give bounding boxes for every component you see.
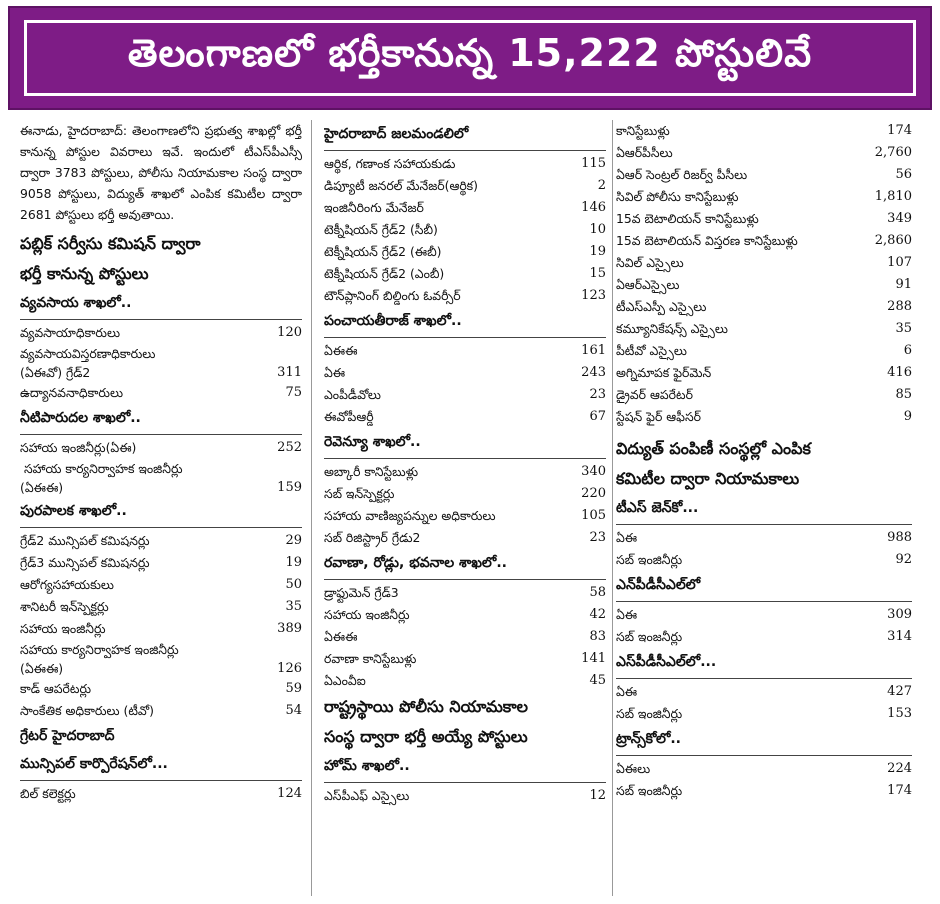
section-underline [324, 579, 606, 580]
post-label: సాంకేతిక అధికారులు (టీవో) [20, 703, 155, 718]
post-row [20, 459, 302, 497]
post-label: 15వ బెటాలియన్ కానిస్టేబుళ్లు [616, 211, 759, 226]
post-row [324, 604, 606, 626]
post-row [616, 296, 912, 318]
post-count: 15 [589, 266, 606, 281]
post-row [616, 780, 912, 802]
post-row [20, 322, 302, 344]
post-label: కానిస్టేబుళ్లు [616, 123, 670, 138]
post-count: 115 [581, 156, 606, 171]
psc-heading-line2: భర్తీ కానున్న పోస్టులు [20, 264, 149, 283]
section-underline [616, 755, 912, 756]
post-count: 220 [581, 486, 606, 501]
post-count: 161 [581, 343, 606, 358]
post-count: 224 [887, 761, 912, 776]
post-row [616, 703, 912, 725]
post-label: సబ్ ఇంజనీర్లు [616, 629, 683, 644]
post-count: 159 [277, 480, 302, 495]
post-count: 153 [887, 706, 912, 721]
section-title: ఎస్‌పీడీసీఎల్‌లో... [616, 654, 717, 670]
post-count: 2,860 [874, 233, 912, 248]
post-count: 349 [887, 211, 912, 226]
post-count: 85 [895, 387, 912, 402]
post-row [324, 153, 606, 175]
section-underline [20, 434, 302, 435]
post-count: 1,810 [874, 189, 912, 204]
post-count: 988 [887, 530, 912, 545]
section-title: పంచాయతీరాజ్ శాఖలో.. [324, 313, 462, 329]
post-label: టెక్నీషియన్ గ్రేడ్2 (ఎంబీ) [324, 266, 445, 281]
post-row [324, 785, 606, 807]
post-row [324, 362, 606, 384]
post-label: టెక్నీషియన్ గ్రేడ్2 (ఈబీ) [324, 244, 442, 259]
headline-title: తెలంగాణలో భర్తీకానున్న 15,222 పోస్టులివే [127, 31, 813, 75]
post-count: 288 [887, 299, 912, 314]
post-count: 311 [277, 365, 302, 380]
post-count: 19 [285, 555, 302, 570]
section-title: టీఎస్ జెన్‌కో... [616, 500, 699, 516]
post-count: 12 [589, 788, 606, 803]
post-row [324, 527, 606, 549]
post-row [616, 142, 912, 164]
post-count: 67 [589, 409, 606, 424]
post-label: సబ్ ఇన్‌స్పెక్టర్లు [324, 486, 395, 501]
post-row [20, 783, 302, 805]
post-label: ఏఈ [616, 607, 638, 622]
post-count: 56 [895, 167, 912, 182]
post-count: 252 [277, 440, 302, 455]
post-count: 58 [589, 585, 606, 600]
column-2 [324, 120, 606, 900]
post-label: ఆర్థిక, గణాంక సహాయకుడు [324, 156, 456, 171]
intro-paragraph: ఈనాడు, హైదరాబాద్: తెలంగాణలోని ప్రభుత్వ శాఖల్లో భర్తీ కానున్న పోస్టుల వివరాలు ఇవే. ఇందులో టీఎస్‌పీఎస్సీ ద్వారా 3783 పోస్టులు, పోలీసు నియామకాల సంస్థ ద్వారా 9058 పోస్టులు, విద్యుత్ శాఖలో ఎంపిక కమిటీల ద్వారా 2681 పోస్టులు భర్తీ అవుతాయి. [20, 123, 302, 222]
column-1 [20, 120, 302, 900]
post-count: 416 [887, 365, 912, 380]
section-underline [324, 458, 606, 459]
post-label: సబ్ రిజిస్ట్రార్ గ్రేడు2 [324, 530, 421, 545]
headline-frame [24, 20, 916, 96]
post-row [324, 626, 606, 648]
post-row [20, 552, 302, 574]
post-count: 83 [589, 629, 606, 644]
post-count: 309 [887, 607, 912, 622]
post-count: 427 [887, 684, 912, 699]
post-row [616, 208, 912, 230]
post-count: 50 [285, 577, 302, 592]
post-count: 174 [887, 783, 912, 798]
post-row [616, 362, 912, 384]
police-heading-line1: రాష్ట్రస్థాయి పోలీసు నియామకాల [324, 697, 528, 716]
post-row [324, 384, 606, 406]
post-row [616, 120, 912, 142]
post-row [616, 604, 912, 626]
post-count: 59 [285, 681, 302, 696]
post-label: ఏఈలు [616, 761, 651, 776]
post-label: టౌన్‌ప్లానింగ్ బిల్డింగు ఓవర్సీర్ [324, 288, 461, 303]
section-title: వ్యవసాయ శాఖలో.. [20, 295, 132, 311]
post-label: ఆరోగ్యసహాయకులు [20, 577, 114, 592]
post-count: 9 [903, 409, 912, 424]
section-title: ఎన్‌పీడీసీఎల్‌లో [616, 577, 701, 593]
power-heading-line2: కమిటీల ద్వారా నియామకాలు [616, 469, 800, 488]
post-label: సబ్ ఇంజినీర్లు [616, 783, 683, 798]
post-row [616, 384, 912, 406]
post-row [616, 230, 912, 252]
post-count: 340 [581, 464, 606, 479]
post-count: 45 [589, 673, 606, 688]
section-underline [20, 527, 302, 528]
post-row [20, 678, 302, 700]
column-divider [612, 120, 613, 896]
post-row [616, 340, 912, 362]
post-label: టెక్నీషియన్ గ్రేడ్2 (సీబీ) [324, 222, 438, 237]
post-row [324, 241, 606, 263]
section-title: నీటిపారుదల శాఖలో.. [20, 410, 141, 426]
post-label: ఏఈ [324, 365, 346, 380]
post-count: 124 [277, 786, 302, 801]
section-title: పురపాలక శాఖలో.. [20, 503, 127, 519]
post-row [616, 758, 912, 780]
post-row [324, 219, 606, 241]
column-divider [311, 120, 312, 896]
post-label: పీటీవో ఎస్సైలు [616, 343, 687, 358]
post-row [324, 648, 606, 670]
post-row [20, 344, 302, 382]
post-row [324, 582, 606, 604]
post-label: ఉద్యానవనాధికారులు [20, 385, 124, 400]
headline-banner [8, 6, 932, 110]
post-label: గ్రేడ్3 మున్సిపల్ కమిషనర్లు [20, 555, 150, 570]
post-label: డ్రాఫ్టుమెన్ గ్రేడ్3 [324, 585, 399, 600]
post-row [616, 274, 912, 296]
section-title: గ్రేటర్ హైదరాబాద్ [20, 728, 115, 744]
post-count: 6 [903, 343, 912, 358]
post-label: వ్యవసాయాధికారులు [20, 325, 121, 340]
post-label: డిప్యూటీ జనరల్ మేనేజర్(ఆర్థిక) [324, 178, 478, 193]
section-title: రెవెన్యూ శాఖలో.. [324, 434, 421, 450]
post-count: 42 [589, 607, 606, 622]
post-count: 146 [581, 200, 606, 215]
section-underline [324, 150, 606, 151]
section-underline [324, 782, 606, 783]
post-row [324, 406, 606, 428]
post-count: 2,760 [874, 145, 912, 160]
post-label: సహాయ ఇంజినీర్లు(ఏఈ) [20, 440, 137, 455]
post-label: బిల్ కలెక్టర్లు [20, 786, 76, 801]
post-label: ఈవోపీఆర్డీ [324, 409, 374, 424]
post-count: 107 [887, 255, 912, 270]
section-title: హైదరాబాద్ జలమండలిలో [324, 126, 469, 142]
post-label: ఏఈఈ [324, 343, 358, 358]
post-row [324, 461, 606, 483]
post-row [616, 549, 912, 571]
post-count: 314 [887, 629, 912, 644]
post-label: ఏఈ [616, 684, 638, 699]
section-underline [324, 337, 606, 338]
post-label: 15వ బెటాలియన్ విస్తరణ కానిస్టేబుళ్లు [616, 233, 798, 248]
post-row [616, 164, 912, 186]
post-label: సహాయ వాణిజ్యపన్నుల అధికారులు [324, 508, 496, 523]
police-heading-line2: సంస్థ ద్వారా భర్తీ అయ్యే పోస్టులు [324, 727, 528, 746]
post-count: 105 [581, 508, 606, 523]
section-underline [20, 319, 302, 320]
section-title: రవాణా, రోడ్లు, భవనాల శాఖలో.. [324, 555, 507, 571]
post-label: సహాయ ఇంజినీర్లు [324, 607, 410, 622]
post-label: ఏఎంవీఐ [324, 673, 366, 688]
post-row [20, 700, 302, 722]
post-label: ఏఈఈ [324, 629, 358, 644]
psc-heading-line1: పబ్లిక్ సర్వీసు కమిషన్ ద్వారా [20, 234, 201, 253]
post-label: అబ్కారీ కానిస్టేబుళ్లు [324, 464, 419, 479]
post-row [324, 197, 606, 219]
post-count: 23 [589, 530, 606, 545]
section-underline [616, 524, 912, 525]
post-row [324, 175, 606, 197]
post-row [324, 483, 606, 505]
post-label: గ్రేడ్2 మున్సిపల్ కమిషనర్లు [20, 533, 150, 548]
post-count: 91 [895, 277, 912, 292]
section-title: మున్సిపల్ కార్పొరేషన్‌లో... [20, 756, 168, 772]
post-count: 29 [285, 533, 302, 548]
post-label: సహాయ ఇంజినీర్లు [20, 621, 106, 636]
post-label: ఏఆర్ సెంట్రల్ రిజర్వ్ పీసీలు [616, 167, 748, 182]
post-count: 35 [285, 599, 302, 614]
post-count: 389 [277, 621, 302, 636]
post-count: 75 [285, 385, 302, 400]
post-row [20, 618, 302, 640]
post-row [616, 186, 912, 208]
post-row [616, 318, 912, 340]
section-underline [616, 601, 912, 602]
post-count: 126 [277, 661, 302, 676]
post-row [616, 681, 912, 703]
post-label: వ్యవసాయవిస్తరణాధికారులు (ఏఈవో) గ్రేడ్2 [20, 346, 156, 380]
post-row [616, 527, 912, 549]
post-label: సబ్ ఇంజినీర్లు [616, 706, 683, 721]
post-row [20, 437, 302, 459]
post-label: సహాయ కార్యనిర్వాహక ఇంజినీర్లు (ఏఈఈ) [20, 461, 183, 495]
post-count: 174 [887, 123, 912, 138]
post-count: 54 [285, 703, 302, 718]
post-row [20, 382, 302, 404]
post-row [616, 252, 912, 274]
post-label: సివిల్ ఎస్సైలు [616, 255, 684, 270]
post-row [324, 340, 606, 362]
section-underline [616, 678, 912, 679]
post-label: సబ్ ఇంజినీర్లు [616, 552, 683, 567]
post-row [20, 596, 302, 618]
post-label: స్టేషన్ ఫైర్ ఆఫీసర్ [616, 409, 702, 424]
post-label: ఏఆర్‌పీసీలు [616, 145, 673, 160]
post-count: 10 [589, 222, 606, 237]
post-label: ఇంజినీరింగు మేనేజర్ [324, 200, 424, 215]
post-row [616, 406, 912, 428]
post-row [20, 530, 302, 552]
power-heading-line1: విద్యుత్ పంపిణీ సంస్థల్లో ఎంపిక [616, 439, 811, 458]
section-title: ట్రాన్స్‌కోలో.. [616, 731, 681, 747]
post-label: ఎంపీడీవోలు [324, 387, 381, 402]
post-count: 23 [589, 387, 606, 402]
post-label: టీఎస్‌ఎస్పీ ఎస్సైలు [616, 299, 707, 314]
post-label: ఎస్‌పీఎఫ్ ఎస్సైలు [324, 788, 410, 803]
section-underline [20, 780, 302, 781]
post-count: 35 [895, 321, 912, 336]
section-title: హోమ్ శాఖలో.. [324, 758, 410, 774]
post-count: 19 [589, 244, 606, 259]
post-label: కమ్యూనికేషన్స్ ఎస్సైలు [616, 321, 728, 336]
post-label: ఏఆర్‌ఎస్సైలు [616, 277, 680, 292]
post-count: 123 [581, 288, 606, 303]
post-row [20, 640, 302, 678]
post-label: అగ్నిమాపక ఫైర్‌మెన్ [616, 365, 712, 380]
post-label: శానిటరీ ఇన్‌స్పెక్టర్లు [20, 599, 109, 614]
post-row [324, 670, 606, 692]
post-row [324, 263, 606, 285]
column-3 [616, 120, 912, 900]
post-count: 243 [581, 365, 606, 380]
post-count: 141 [581, 651, 606, 666]
post-label: డ్రైవర్ ఆపరేటర్ [616, 387, 693, 402]
post-label: కాడ్ ఆపరేటర్లు [20, 681, 92, 696]
post-count: 120 [277, 325, 302, 340]
post-label: రవాణా కానిస్టేబుళ్లు [324, 651, 417, 666]
post-row [20, 574, 302, 596]
post-row [616, 626, 912, 648]
post-count: 92 [895, 552, 912, 567]
post-row [324, 285, 606, 307]
post-label: సివిల్ పోలీసు కానిస్టేబుళ్లు [616, 189, 739, 204]
post-count: 2 [597, 178, 606, 193]
post-row [324, 505, 606, 527]
post-label: ఏఈ [616, 530, 638, 545]
post-label: సహాయ కార్యనిర్వాహక ఇంజినీర్లు (ఏఈఈ) [20, 642, 179, 676]
